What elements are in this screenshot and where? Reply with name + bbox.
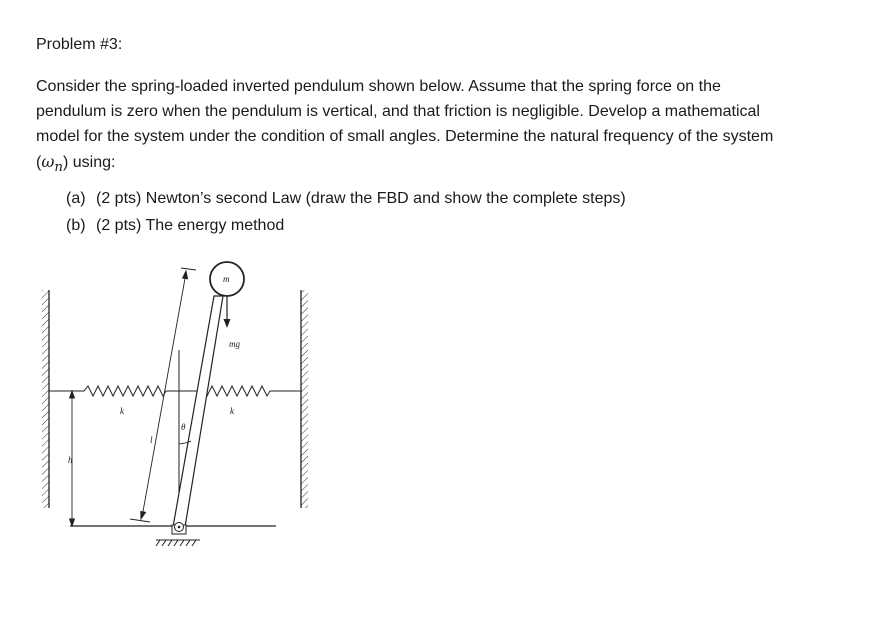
omega-subscript: n	[54, 160, 63, 176]
problem-title: Problem #3:	[36, 36, 123, 53]
weight-label: mg	[229, 339, 240, 349]
part-a-tag: (a)	[66, 190, 86, 207]
statement-line-3: model for the system under the condition of small angles. Determine the natural frequency of the system	[36, 128, 774, 145]
statement-suffix: ) using:	[62, 154, 116, 171]
pivot-pin	[178, 526, 181, 529]
part-b-text: (2 pts) The energy method	[96, 217, 285, 234]
left-spring-label: k	[120, 406, 124, 416]
right-wall-hatch	[301, 290, 308, 508]
ground-hatch	[156, 540, 200, 546]
part-b-tag: (b)	[66, 217, 86, 234]
mass-label: m	[223, 274, 230, 284]
angle-label: θ	[181, 422, 186, 432]
paren-open: (	[36, 154, 42, 171]
statement-line-2: pendulum is zero when the pendulum is vertical, and that friction is negligible. Develop a mathematical	[36, 103, 760, 120]
weight-arrow	[224, 296, 231, 328]
height-dimension	[64, 391, 82, 526]
pendulum-rod	[173, 296, 223, 527]
statement-line-1: Consider the spring-loaded inverted pendulum shown below. Assume that the spring force on the	[36, 78, 721, 95]
length-label: l	[150, 435, 153, 445]
omega-symbol: ω	[41, 152, 55, 171]
left-wall-hatch	[42, 290, 49, 508]
height-label: h	[68, 455, 73, 465]
part-a-text: (2 pts) Newton’s second Law (draw the FBD and show the complete steps)	[96, 190, 626, 207]
left-spring	[49, 386, 190, 396]
right-spring-label: k	[230, 406, 234, 416]
